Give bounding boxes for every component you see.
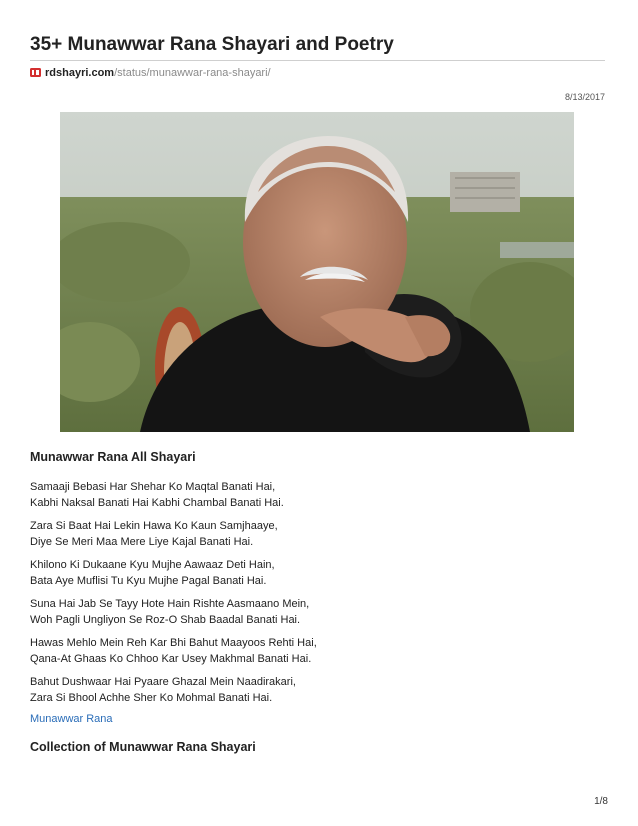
article-body	[30, 450, 600, 754]
source-line[interactable]	[30, 67, 271, 79]
stanza-line: Hawas Mehlo Mein Reh Kar Bhi Bahut Maayoos Rehti Hai,	[30, 637, 317, 649]
stanza-line: Zara Si Bhool Achhe Sher Ko Mohmal Banati Hai.	[30, 692, 273, 704]
title-divider	[30, 60, 605, 61]
author-link[interactable]: Munawwar Rana	[30, 713, 113, 725]
stanza-line: Zara Si Baat Hai Lekin Hawa Ko Kaun Samjhaaye,	[30, 520, 278, 532]
stanza	[30, 479, 600, 511]
stanza-line: Khilono Ki Dukaane Kyu Mujhe Aawaaz Deti Hain,	[30, 559, 275, 571]
site-logo-icon	[30, 68, 41, 77]
stanza	[30, 518, 600, 550]
stanza-line: Qana-At Ghaas Ko Chhoo Kar Usey Makhmal Banati Hai.	[30, 653, 312, 665]
stanza	[30, 596, 600, 628]
section-heading-collection: Collection of Munawwar Rana Shayari	[30, 740, 256, 754]
stanza-line: Kabhi Naksal Banati Hai Kabhi Chambal Banati Hai.	[30, 497, 284, 509]
stanza-line: Bahut Dushwaar Hai Pyaare Ghazal Mein Naadirakari,	[30, 676, 296, 688]
stanza	[30, 635, 600, 667]
publish-date: 8/13/2017	[564, 92, 605, 102]
stanza-line: Bata Aye Muflisi Tu Kyu Mujhe Pagal Banati Hai.	[30, 575, 267, 587]
page-title: 35+ Munawwar Rana Shayari and Poetry	[30, 34, 394, 55]
stanza-line: Samaaji Bebasi Har Shehar Ko Maqtal Banati Hai,	[30, 481, 276, 493]
source-domain[interactable]: rdshayri.com	[45, 67, 115, 79]
stanza-line: Suna Hai Jab Se Tayy Hote Hain Rishte Aasmaano Mein,	[30, 598, 310, 610]
stanza-line: Woh Pagli Ungliyon Se Roz-O Shab Baadal Banati Hai.	[30, 614, 301, 626]
stanza-line: Diye Se Meri Maa Mere Liye Kajal Banati Hai.	[30, 536, 254, 548]
stanza	[30, 674, 600, 706]
page-number: 1/8	[594, 796, 608, 807]
stanza	[30, 557, 600, 589]
source-path[interactable]: /status/munawwar-rana-shayari/	[114, 67, 271, 79]
section-heading-all-shayari: Munawwar Rana All Shayari	[30, 450, 196, 464]
poet-photo	[60, 112, 574, 432]
